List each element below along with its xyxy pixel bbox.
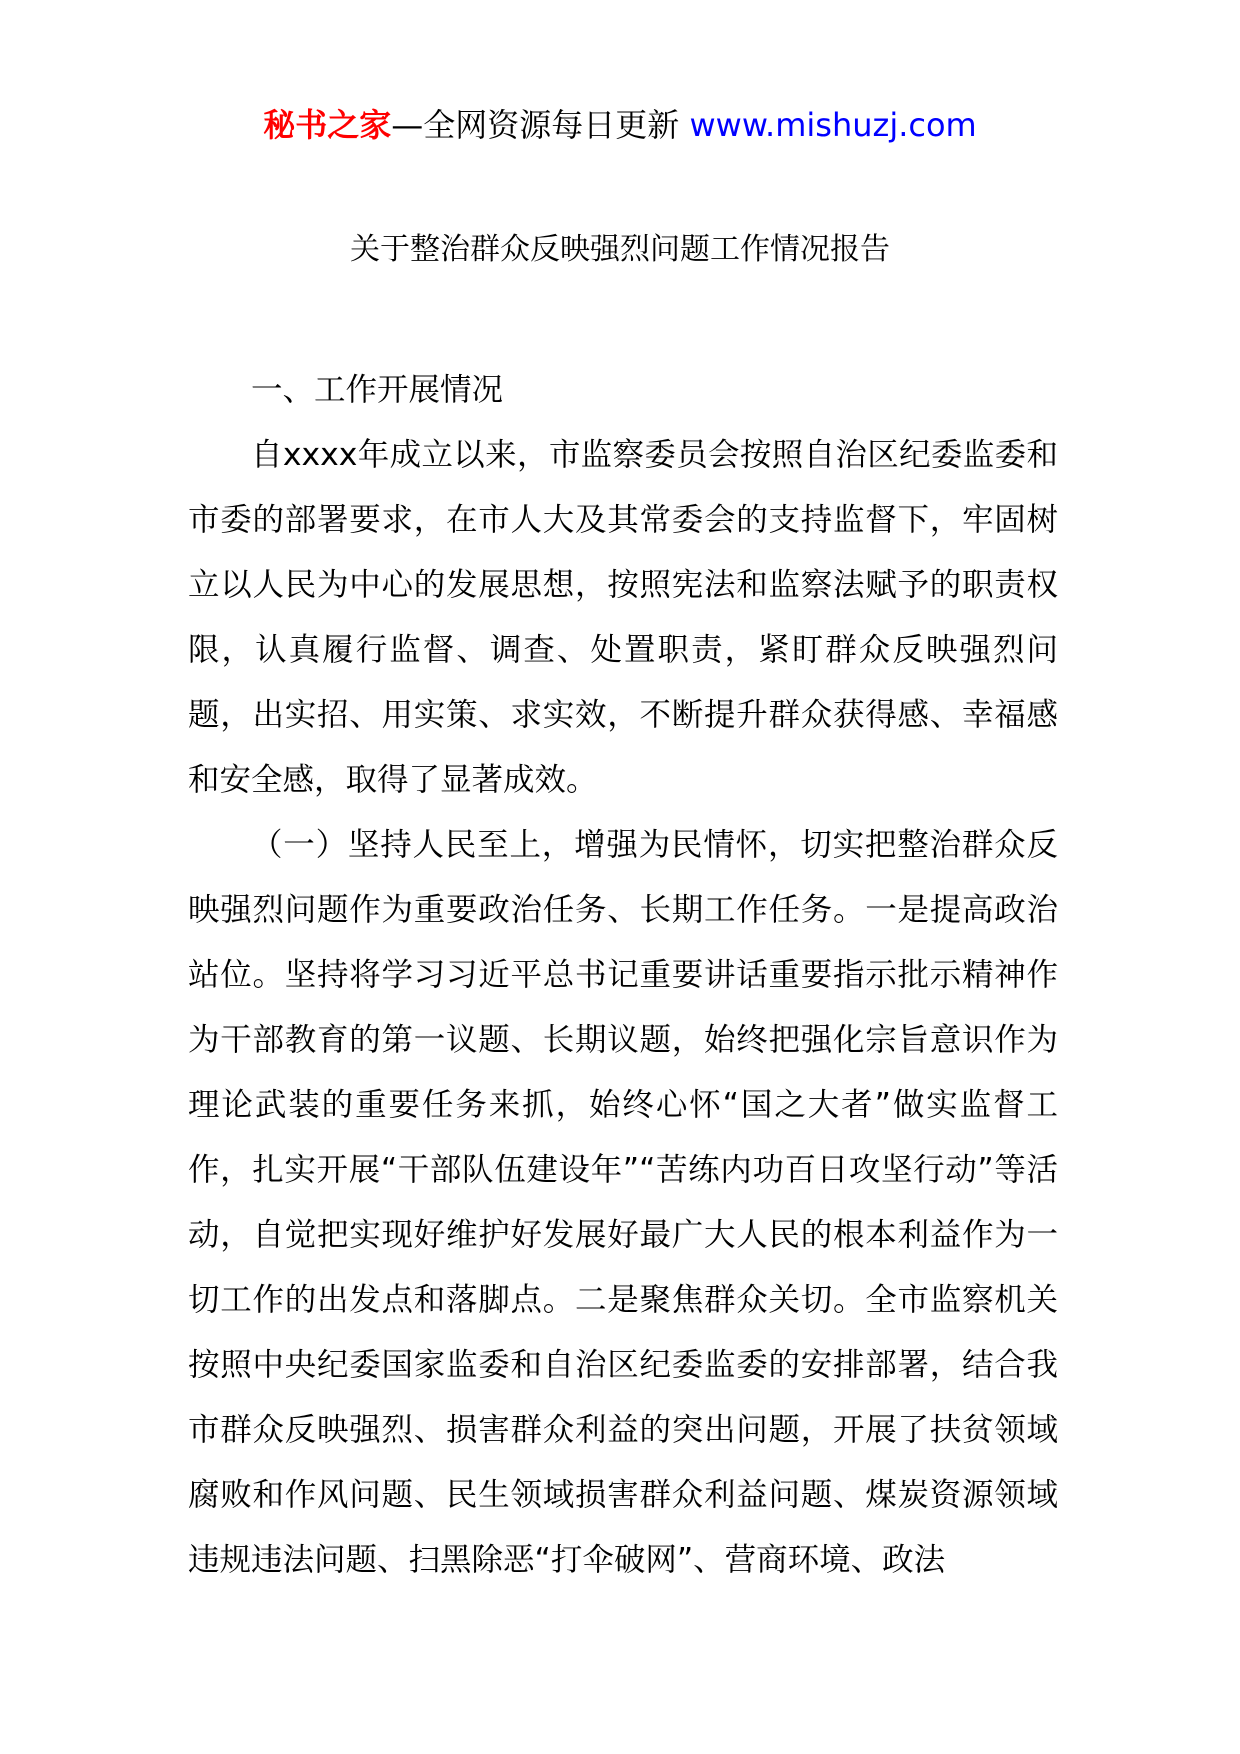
site-header: [0, 98, 1240, 152]
site-url-link[interactable]: www.mishuzj.com: [689, 106, 977, 144]
document-title: 关于整治群众反映强烈问题工作情况报告: [350, 232, 890, 267]
brand-name: 秘书之家: [263, 106, 392, 144]
header-tagline: —全网资源每日更新: [391, 106, 690, 144]
paragraph-intro: 自xxxx年成立以来，市监察委员会按照自治区纪委监委和市委的部署要求，在市人大及其常委会的支持监督下，牢固树立以人民为中心的发展思想，按照宪法和监察法赋予的职责权限，认真履行监督、调查、处置职责，紧盯群众反映强烈问题，出实招、用实策、求实效，不断提升群众获得感、幸福感和安全感，取得了显著成效。: [188, 437, 1058, 798]
section-heading: 一、工作开展情况: [251, 372, 504, 408]
document-body: [188, 358, 1058, 1593]
paragraph-section-1: （一）坚持人民至上，增强为民情怀，切实把整治群众反映强烈问题作为重要政治任务、长期工作任务。一是提高政治站位。坚持将学习习近平总书记重要讲话重要指示批示精神作为干部教育的第一议题、长期议题，始终把强化宗旨意识作为理论武装的重要任务来抓，始终心怀“国之大者”做实监督工作，扎实开展“干部队伍建设年”“苦练内功百日攻坚行动”等活动，自觉把实现好维护好发展好最广大人民的根本利益作为一切工作的出发点和落脚点。二是聚焦群众关切。全市监察机关按照中央纪委国家监委和自治区纪委监委的安排部署，结合我市群众反映强烈、损害群众利益的突出问题，开展了扶贫领域腐败和作风问题、民生领域损害群众利益问题、煤炭资源领域违规违法问题、扫黑除恶“打伞破网”、营商环境、政法: [188, 827, 1058, 1578]
